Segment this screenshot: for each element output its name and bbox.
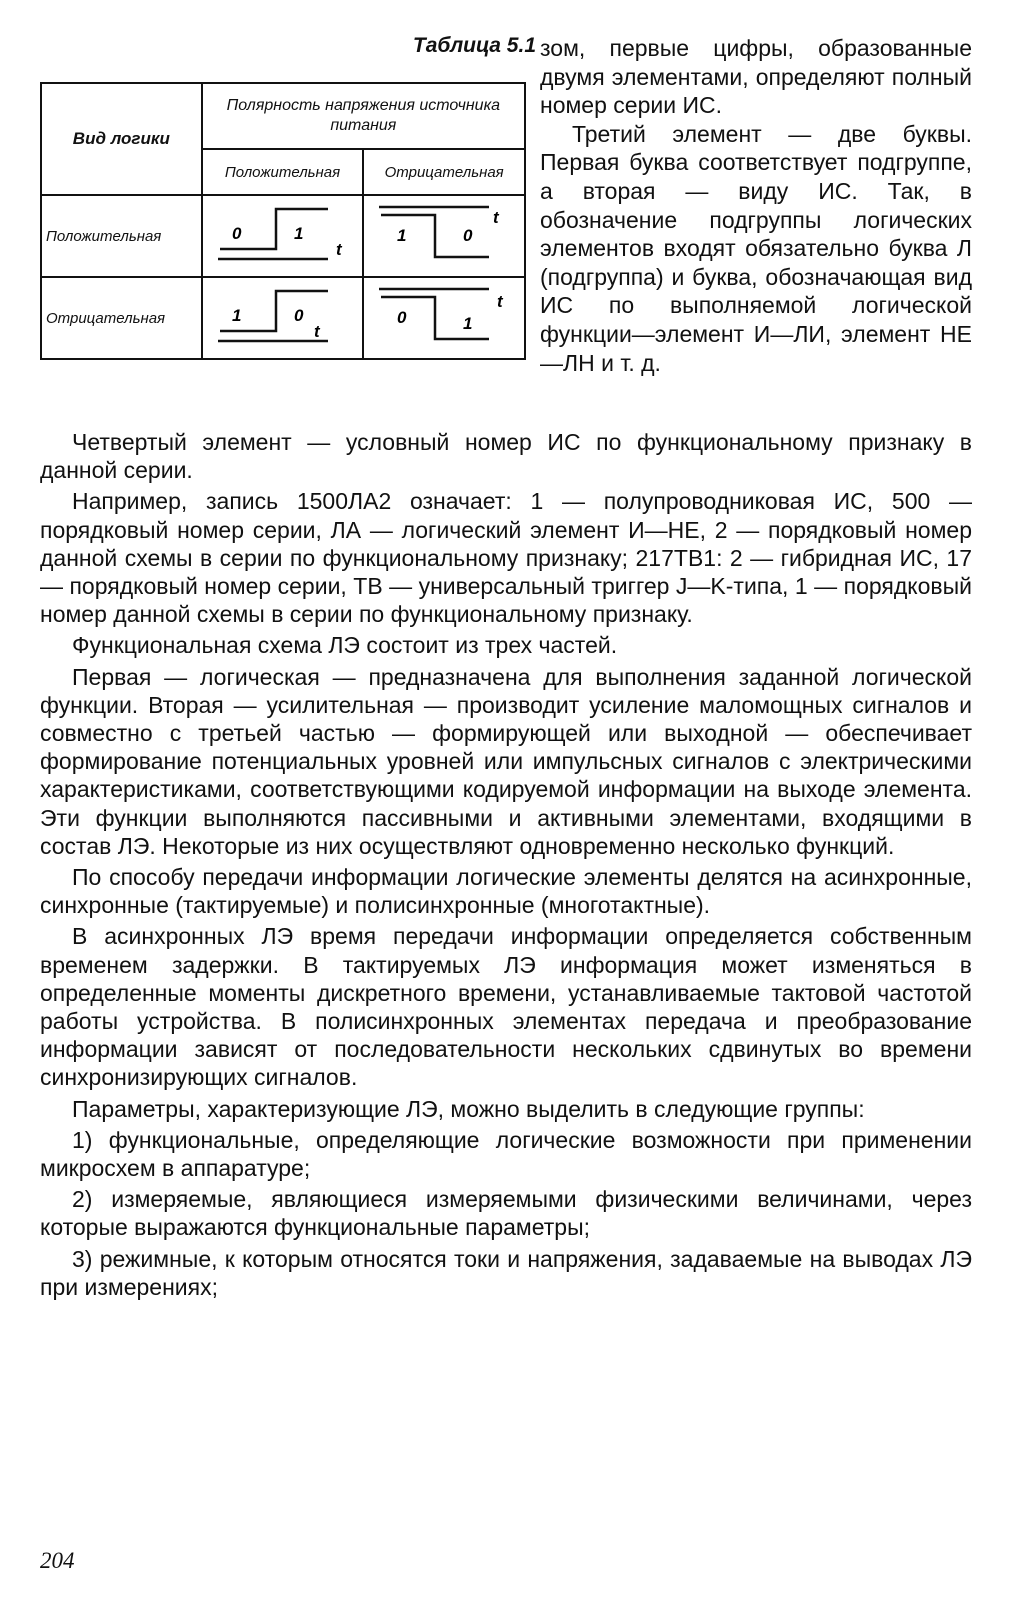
paragraph: Например, запись 1500ЛА2 означает: 1 — полупроводниковая ИС, 500 — порядковый номер серии, ЛА — логический элемент И—НЕ, 2 — порядковый номер данной схемы в серии по функциональному признаку; 217ТВ1: 2 — гибридная ИС, 17 — порядковый номер серии, ТВ — универсальный триггер J—K-типа, 1 — порядковый номер данной схемы в серии по функциональному признаку. <box>40 488 972 628</box>
row-label-negative-logic: Отрицательная <box>41 277 202 359</box>
paragraph: Параметры, характеризующие ЛЭ, можно выделить в следующие группы: <box>72 1095 865 1122</box>
list-item: 3) режимные, к которым относятся токи и напряжения, задаваемые на выводах ЛЭ при измерениях; <box>40 1245 972 1300</box>
side-text-column <box>540 34 972 377</box>
header-positive-supply: Положительная <box>202 149 364 195</box>
row-label-positive-logic: Положительная <box>41 195 202 277</box>
time-axis-label: t <box>497 292 503 311</box>
time-axis-label: t <box>313 322 320 341</box>
level-label-one: 1 <box>231 306 241 325</box>
list-item: 2) измеряемые, являющиеся измеряемыми физическими величинами, через которые выражаются функциональные параметры; <box>40 1186 972 1241</box>
header-logic-type: Вид логики <box>41 83 202 195</box>
table-caption: Таблица 5.1 <box>412 34 536 57</box>
level-label-one: 1 <box>293 224 303 243</box>
paragraph: Функциональная схема ЛЭ состоит из трех частей. <box>72 632 618 659</box>
side-paragraph: зом, первые цифры, образованные двумя элементами, определяют полный номер серии ИС. <box>540 35 972 119</box>
level-label-zero: 0 <box>293 306 303 325</box>
level-label-zero: 0 <box>397 308 407 327</box>
level-label-zero: 0 <box>231 224 241 243</box>
paragraph: Четвертый элемент — условный номер ИС по функциональному признаку в данной серии. <box>40 429 972 484</box>
level-label-zero: 0 <box>463 226 473 245</box>
waveform-negative-positive <box>202 277 364 359</box>
waveform-negative-negative <box>363 277 525 359</box>
side-paragraph: Третий элемент — две буквы. Первая буква соответствует подгруппе, а вторая — виду ИС. Так, в обозначение подгруппы логических элементов входят обязательно буква Л (подгруппа) и буква, обозначающая вид ИС по выполняемой логической функции—элемент И—ЛИ, элемент НЕ—ЛН и т. д. <box>540 120 972 376</box>
time-axis-label: t <box>335 240 342 259</box>
paragraph: По способу передачи информации логические элементы делятся на асинхронные, синхронные (тактируемые) и полисинхронные (многотактные). <box>40 864 972 919</box>
list-item: 1) функциональные, определяющие логические возможности при применении микросхем в аппаратуре; <box>40 1126 972 1182</box>
waveform-positive-negative <box>363 195 525 277</box>
waveform-positive-positive <box>202 195 364 277</box>
header-negative-supply: Отрицательная <box>363 149 525 195</box>
paragraph: Первая — логическая — предназначена для выполнения заданной логической функции. Вторая — усилительная — производит усиление маломощных сигналов и совместно с третьей частью — формирующей или выходной — обеспечивает формирование потенциальных уровней или импульсных сигналов с электрическими характеристиками, соответствующими кодируемой информации на выходе элемента. Эти функции выполняются пассивными и активными элементами, входящими в состав ЛЭ. Некоторые из них осуществляют одновременно несколько функций. <box>40 663 972 859</box>
logic-polarity-table <box>40 82 526 360</box>
main-text-column <box>40 428 972 1304</box>
paragraph: В асинхронных ЛЭ время передачи информации определяется собственным временем задержки. В тактируемых ЛЭ информация может изменяться в определенные моменты дискретного времени, устанавливаемые тактовой частотой работы устройства. В полисинхронных элементах передача и преобразование информации зависят от последовательности нескольких сдвинутых во времени синхронизирующих сигналов. <box>40 923 972 1091</box>
level-label-one: 1 <box>463 314 473 333</box>
level-label-one: 1 <box>397 226 407 245</box>
page-number: 204 <box>40 1548 75 1573</box>
time-axis-label: t <box>493 208 499 227</box>
header-supply-polarity: Полярность напряжения источника питания <box>202 83 525 149</box>
